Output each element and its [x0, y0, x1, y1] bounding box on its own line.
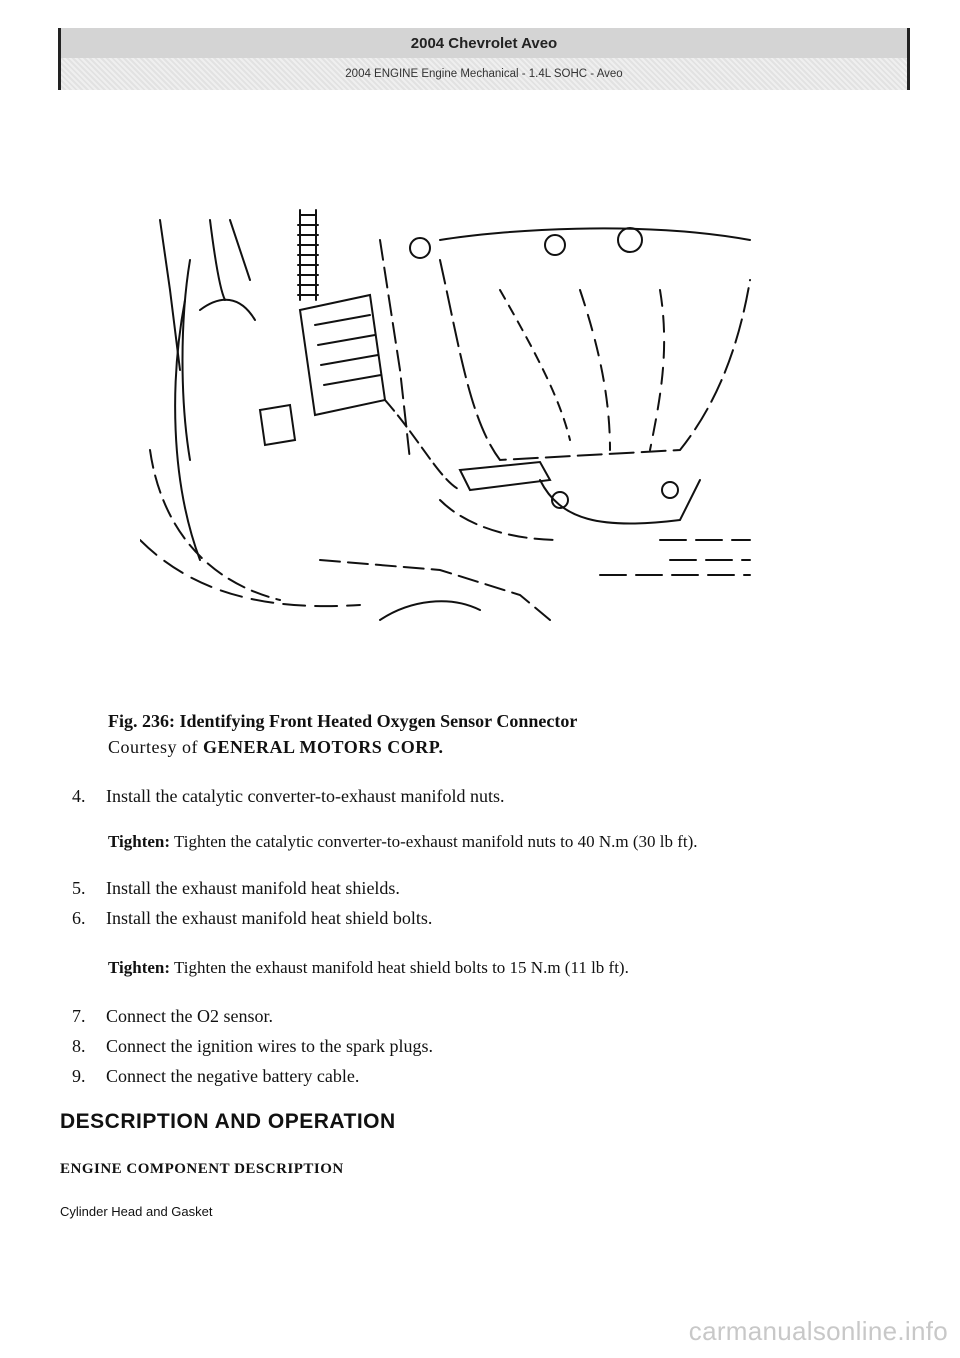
watermark: carmanualsonline.info — [688, 1316, 948, 1346]
step-text: Install the catalytic converter-to-exhaust manifold nuts. — [106, 786, 505, 806]
caption-title: Fig. 236: Identifying Front Heated Oxygen Sensor Connector — [108, 711, 578, 731]
figure-exhaust-manifold — [380, 228, 750, 460]
step-6 — [72, 906, 432, 930]
step-number: 4. — [72, 786, 86, 806]
step-number: 9. — [72, 1066, 86, 1086]
figure-sensor-connector — [260, 295, 460, 490]
step-9 — [72, 1064, 359, 1088]
tighten-note-2 — [108, 956, 629, 980]
step-text: Connect the negative battery cable. — [106, 1066, 360, 1086]
step-4 — [72, 784, 505, 808]
tighten-note-1 — [108, 830, 698, 854]
figure-spring — [298, 210, 318, 300]
step-text: Install the exhaust manifold heat shield bolts. — [106, 908, 433, 928]
header-title: 2004 Chevrolet Aveo — [61, 28, 907, 58]
step-number: 8. — [72, 1036, 86, 1056]
step-text: Connect the O2 sensor. — [106, 1006, 273, 1026]
engine-figure — [140, 200, 760, 640]
page-header — [58, 28, 910, 90]
step-number: 7. — [72, 1006, 86, 1026]
step-text: Install the exhaust manifold heat shields. — [106, 878, 400, 898]
step-number: 5. — [72, 878, 86, 898]
figure-caption — [108, 708, 577, 760]
tighten-text: Tighten the catalytic converter-to-exhaust manifold nuts to 40 N.m (30 lb ft). — [170, 832, 698, 851]
step-8 — [72, 1034, 433, 1058]
header-subtitle: 2004 ENGINE Engine Mechanical - 1.4L SOHC - Aveo — [61, 58, 907, 90]
caption-credit-org: GENERAL MOTORS CORP. — [203, 737, 444, 757]
section-subtitle: ENGINE COMPONENT DESCRIPTION — [60, 1161, 344, 1177]
tighten-text: Tighten the exhaust manifold heat shield bolts to 15 N.m (11 lb ft). — [170, 958, 629, 977]
tighten-label: Tighten: — [108, 958, 171, 977]
step-text: Connect the ignition wires to the spark plugs. — [106, 1036, 433, 1056]
section-title: DESCRIPTION AND OPERATION — [60, 1110, 396, 1133]
caption-credit — [108, 734, 577, 760]
step-number: 6. — [72, 908, 86, 928]
section-subsubtitle: Cylinder Head and Gasket — [60, 1204, 213, 1219]
tighten-label: Tighten: — [108, 832, 171, 851]
step-5 — [72, 876, 400, 900]
step-7 — [72, 1004, 273, 1028]
figure-lower-pipe — [320, 462, 750, 620]
caption-credit-prefix: Courtesy of — [108, 737, 203, 757]
